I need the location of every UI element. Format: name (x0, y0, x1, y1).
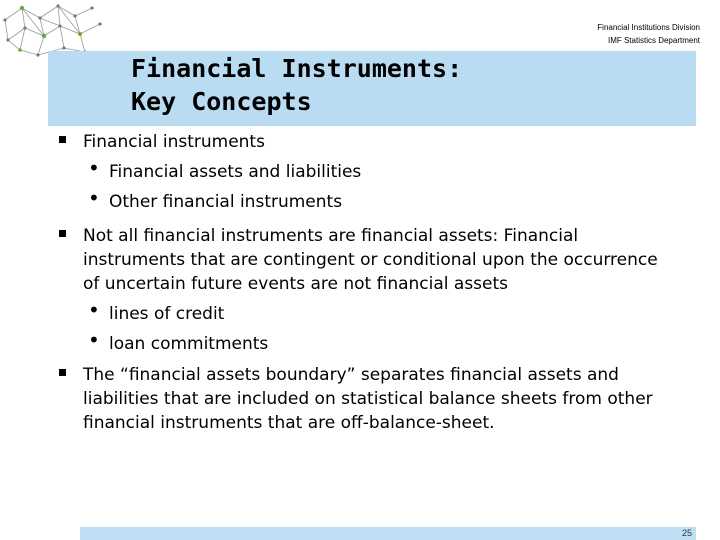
bullet-1-sub-2: Other financial instruments (109, 192, 343, 212)
bullet-3-line-3: financial instruments that are off-balance-sheet. (83, 413, 495, 433)
round-bullet-icon: • (88, 328, 100, 352)
square-bullet-icon (59, 136, 66, 143)
round-bullet-icon: • (88, 298, 100, 322)
bullet-2-line-2: instruments that are contingent or conditional upon the occurrence (83, 250, 658, 270)
bullet-2-sub-1: lines of credit (109, 304, 225, 324)
department-header (597, 21, 700, 47)
footer-band (80, 527, 696, 540)
bullet-2-line-1: Not all financial instruments are financial assets: Financial (83, 226, 579, 246)
bullet-2-line-3: of uncertain future events are not financial assets (83, 274, 509, 294)
slide-title-line-1: Financial Instruments: (131, 54, 463, 83)
square-bullet-icon (59, 230, 66, 237)
bullet-3-line-1: The “financial assets boundary” separates financial assets and (83, 365, 619, 385)
division-name: Financial Institutions Division (597, 23, 700, 32)
department-name: IMF Statistics Department (607, 36, 700, 45)
bullet-2-text (83, 224, 693, 296)
bullet-3-text (83, 363, 693, 435)
round-bullet-icon: • (88, 156, 100, 180)
bullet-1-sub-1: Financial assets and liabilities (109, 162, 362, 182)
slide-title-line-2: Key Concepts (131, 87, 312, 116)
bullet-2-sub-2: loan commitments (109, 334, 269, 354)
bullet-3-line-2: liabilities that are included on statistical balance sheets from other (83, 389, 653, 409)
round-bullet-icon: • (88, 186, 100, 210)
bullet-1-text: Financial instruments (83, 132, 265, 152)
slide-title (131, 52, 462, 118)
page-number: 25 (681, 528, 692, 538)
square-bullet-icon (59, 369, 66, 376)
